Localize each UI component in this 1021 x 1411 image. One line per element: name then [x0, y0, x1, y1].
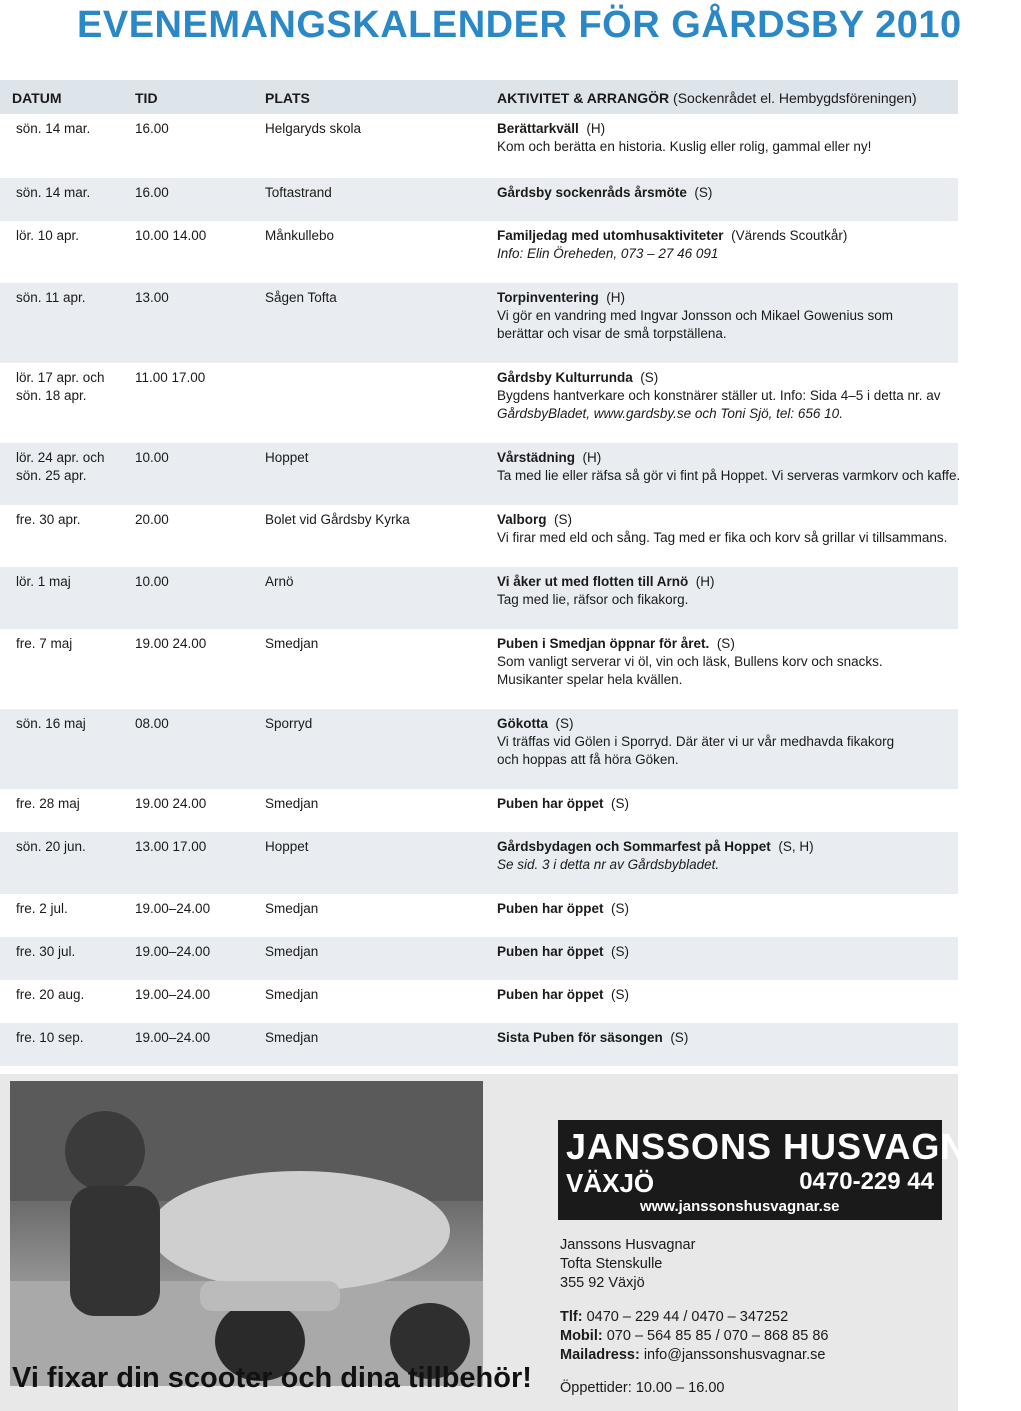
activity-title: Puben har öppet [497, 796, 604, 811]
activity-organizer: (S) [611, 901, 630, 916]
event-row [0, 505, 958, 567]
event-place: Månkullebo [265, 228, 335, 243]
activity-description: Ta med lie eller räfsa så gör vi fint på Hoppet. Vi serveras varmkorv och kaffe. [497, 468, 961, 483]
activity-organizer: (S) [611, 944, 630, 959]
activity-description: Se sid. 3 i detta nr av Gårdsbybladet. [497, 857, 720, 872]
event-row [0, 789, 958, 832]
event-place: Helgaryds skola [265, 121, 362, 136]
activity-organizer: (S) [716, 636, 735, 651]
event-date-line: fre. 2 jul. [16, 901, 68, 916]
event-place: Sågen Tofta [265, 290, 337, 305]
event-row [0, 178, 958, 221]
event-activity [497, 715, 894, 769]
event-date-line: sön. 25 apr. [16, 468, 87, 483]
mobil-value: 070 – 564 85 85 / 070 – 868 85 86 [606, 1328, 829, 1344]
tel-label: Tlf: [560, 1309, 583, 1325]
event-row [0, 567, 958, 629]
event-date-line: sön. 14 mar. [16, 185, 91, 200]
activity-title: Gökotta [497, 716, 549, 731]
event-place: Smedjan [265, 1030, 319, 1045]
event-activity [497, 795, 629, 813]
event-activity [497, 120, 871, 156]
event-activity [497, 838, 814, 874]
event-place: Sporryd [265, 716, 313, 731]
event-place: Bolet vid Gårdsby Kyrka [265, 512, 410, 527]
activity-organizer: (S) [640, 370, 659, 385]
event-date [16, 369, 105, 405]
activity-organizer: (S) [670, 1030, 689, 1045]
event-date-line: fre. 20 aug. [16, 987, 85, 1002]
event-time: 10.00 [135, 574, 169, 589]
event-row [0, 980, 958, 1023]
mobil-label: Mobil: [560, 1328, 603, 1344]
company-address [560, 1236, 695, 1293]
event-place: Smedjan [265, 944, 319, 959]
activity-description: Tag med lie, räfsor och fikakorg. [497, 592, 689, 607]
event-row [0, 629, 958, 709]
event-time: 08.00 [135, 716, 169, 731]
event-activity [497, 289, 893, 343]
event-time: 10.00 [135, 450, 169, 465]
event-row [0, 709, 958, 789]
activity-title: Vi åker ut med flotten till Arnö [497, 574, 689, 589]
mail-label: Mailadress: [560, 1347, 640, 1363]
header-tid: TID [135, 90, 158, 106]
event-date [16, 838, 86, 856]
event-date [16, 795, 80, 813]
event-date [16, 227, 79, 245]
mail-value: info@janssonshusvagnar.se [643, 1347, 826, 1363]
event-row [0, 283, 958, 363]
activity-organizer: (S, H) [778, 839, 814, 854]
activity-description: Vi firar med eld och sång. Tag med er fika och korv så grillar vi tillsammans. [497, 530, 948, 545]
activity-title: Familjedag med utomhusaktiviteter [497, 228, 724, 243]
event-date-line: fre. 30 jul. [16, 944, 76, 959]
event-activity [497, 227, 847, 263]
activity-title: Puben i Smedjan öppnar för året. [497, 636, 710, 651]
logo-website: www.janssonshusvagnar.se [640, 1198, 840, 1215]
event-time: 13.00 17.00 [135, 839, 207, 854]
activity-organizer: (H) [582, 450, 602, 465]
event-date-line: lör. 1 maj [16, 574, 71, 589]
activity-description: Bygdens hantverkare och konstnärer ställer ut. Info: Sida 4–5 i detta nr. av [497, 388, 941, 403]
activity-organizer: (S) [555, 716, 574, 731]
event-date [16, 986, 84, 1004]
event-date-line: lör. 24 apr. och [16, 450, 105, 465]
event-date-line: sön. 20 jun. [16, 839, 86, 854]
activity-title: Berättarkväll [497, 121, 579, 136]
event-activity [497, 635, 883, 689]
activity-title: Puben har öppet [497, 901, 604, 916]
event-date-line: fre. 7 maj [16, 636, 73, 651]
activity-organizer: (S) [611, 796, 630, 811]
company-contact [560, 1308, 828, 1365]
event-date-line: lör. 10 apr. [16, 228, 80, 243]
event-date [16, 943, 75, 961]
event-time: 19.00–24.00 [135, 1030, 211, 1045]
event-time: 19.00–24.00 [135, 987, 211, 1002]
event-activity [497, 511, 947, 547]
event-date-line: lör. 17 apr. och [16, 370, 105, 385]
activity-organizer: (Värends Scoutkår) [731, 228, 848, 243]
activity-organizer: (S) [611, 987, 630, 1002]
activity-organizer: (S) [554, 512, 573, 527]
activity-description: Som vanligt serverar vi öl, vin och läsk, Bullens korv och snacks. [497, 654, 883, 669]
event-time: 11.00 17.00 [135, 370, 206, 385]
header-aktivitet: AKTIVITET & ARRANGÖR (Sockenrådet el. Hembygdsföreningen) [497, 90, 917, 106]
event-date [16, 573, 71, 591]
logo-phone: 0470-229 44 [799, 1168, 934, 1195]
event-place: Smedjan [265, 796, 319, 811]
address-line: Janssons Husvagnar [560, 1237, 696, 1253]
event-place: Hoppet [265, 839, 309, 854]
event-date-line: fre. 10 sep. [16, 1030, 84, 1045]
scooter-photo [10, 1081, 483, 1386]
event-date [16, 289, 86, 307]
event-place: Smedjan [265, 636, 319, 651]
activity-organizer: (S) [694, 185, 713, 200]
event-date [16, 120, 90, 138]
event-time: 16.00 [135, 121, 169, 136]
event-time: 13.00 [135, 290, 169, 305]
event-place: Arnö [265, 574, 294, 589]
activity-title: Puben har öppet [497, 944, 604, 959]
activity-title: Gårdsbydagen och Sommarfest på Hoppet [497, 839, 771, 854]
activity-description: Vi gör en vandring med Ingvar Jonsson och Mikael Gowenius som [497, 308, 893, 323]
activity-title: Sista Puben för säsongen [497, 1030, 663, 1045]
event-row [0, 114, 958, 156]
event-row [0, 894, 958, 937]
header-plats: PLATS [265, 90, 310, 106]
activity-description: Kom och berätta en historia. Kuslig eller rolig, gammal eller ny! [497, 139, 872, 154]
event-activity [497, 449, 960, 485]
event-date [16, 635, 72, 653]
event-time: 19.00–24.00 [135, 944, 211, 959]
activity-description: GårdsbyBladet, www.gardsby.se och Toni Sjö, tel: 656 10. [497, 406, 843, 421]
event-date [16, 715, 86, 733]
activity-description: och hoppas att få höra Göken. [497, 752, 679, 767]
event-time: 19.00 24.00 [135, 636, 207, 651]
event-place: Toftastrand [265, 185, 332, 200]
event-date [16, 900, 68, 918]
event-date-line: sön. 16 maj [16, 716, 86, 731]
event-activity [497, 943, 629, 961]
event-time: 19.00 24.00 [135, 796, 207, 811]
event-date [16, 511, 81, 529]
event-place: Smedjan [265, 987, 319, 1002]
activity-title: Puben har öppet [497, 987, 604, 1002]
event-activity [497, 1029, 688, 1047]
ad-slogan: Vi fixar din scooter och dina tillbehör! [12, 1362, 532, 1394]
logo-name: JANSSONS HUSVAGNAR [566, 1126, 1021, 1167]
event-time: 20.00 [135, 512, 169, 527]
event-date-line: fre. 30 apr. [16, 512, 81, 527]
event-row [0, 443, 961, 505]
event-activity [497, 369, 941, 423]
activity-title: Gårdsby Kulturrunda [497, 370, 633, 385]
event-time: 10.00 14.00 [135, 228, 207, 243]
activity-title: Torpinventering [497, 290, 599, 305]
tel-value: 0470 – 229 44 / 0470 – 347252 [586, 1309, 789, 1325]
activity-description: Musikanter spelar hela kvällen. [497, 672, 683, 687]
page-title: EVENEMANGSKALENDER FÖR GÅRDSBY 2010 [77, 4, 962, 46]
event-row [0, 1023, 958, 1066]
activity-title: Vårstädning [497, 450, 576, 465]
activity-organizer: (H) [586, 121, 606, 136]
event-date [16, 184, 90, 202]
event-place: Smedjan [265, 901, 319, 916]
activity-organizer: (H) [606, 290, 626, 305]
event-row [0, 363, 958, 443]
event-activity [497, 184, 712, 202]
event-time: 19.00–24.00 [135, 901, 211, 916]
logo-city: VÄXJÖ [566, 1168, 655, 1198]
event-row [0, 937, 958, 980]
opening-hours: Öppettider: 10.00 – 16.00 [560, 1380, 725, 1396]
address-line: Tofta Stenskulle [560, 1256, 663, 1272]
activity-description: Vi träffas vid Gölen i Sporryd. Där äter vi ur vår medhavda fikakorg [497, 734, 895, 749]
activity-title: Valborg [497, 512, 547, 527]
event-place: Hoppet [265, 450, 309, 465]
event-activity [497, 573, 715, 609]
activity-description: berättar och visar de små torpställena. [497, 326, 727, 341]
header-datum: DATUM [12, 90, 62, 106]
activity-organizer: (H) [695, 574, 715, 589]
event-activity [497, 900, 629, 918]
event-date-line: sön. 14 mar. [16, 121, 91, 136]
address-line: 355 92 Växjö [560, 1275, 645, 1291]
event-date-line: sön. 18 apr. [16, 388, 87, 403]
event-date [16, 1029, 84, 1047]
event-row [0, 221, 958, 283]
event-activity [497, 986, 629, 1004]
table-header [0, 80, 958, 114]
event-date-line: sön. 11 apr. [16, 290, 86, 305]
activity-title: Gårdsby sockenråds årsmöte [497, 185, 687, 200]
event-time: 16.00 [135, 185, 169, 200]
event-row [0, 832, 958, 894]
activity-description: Info: Elin Öreheden, 073 – 27 46 091 [497, 246, 719, 261]
event-date-line: fre. 28 maj [16, 796, 80, 811]
company-logo [558, 1120, 1021, 1220]
event-date [16, 449, 105, 485]
